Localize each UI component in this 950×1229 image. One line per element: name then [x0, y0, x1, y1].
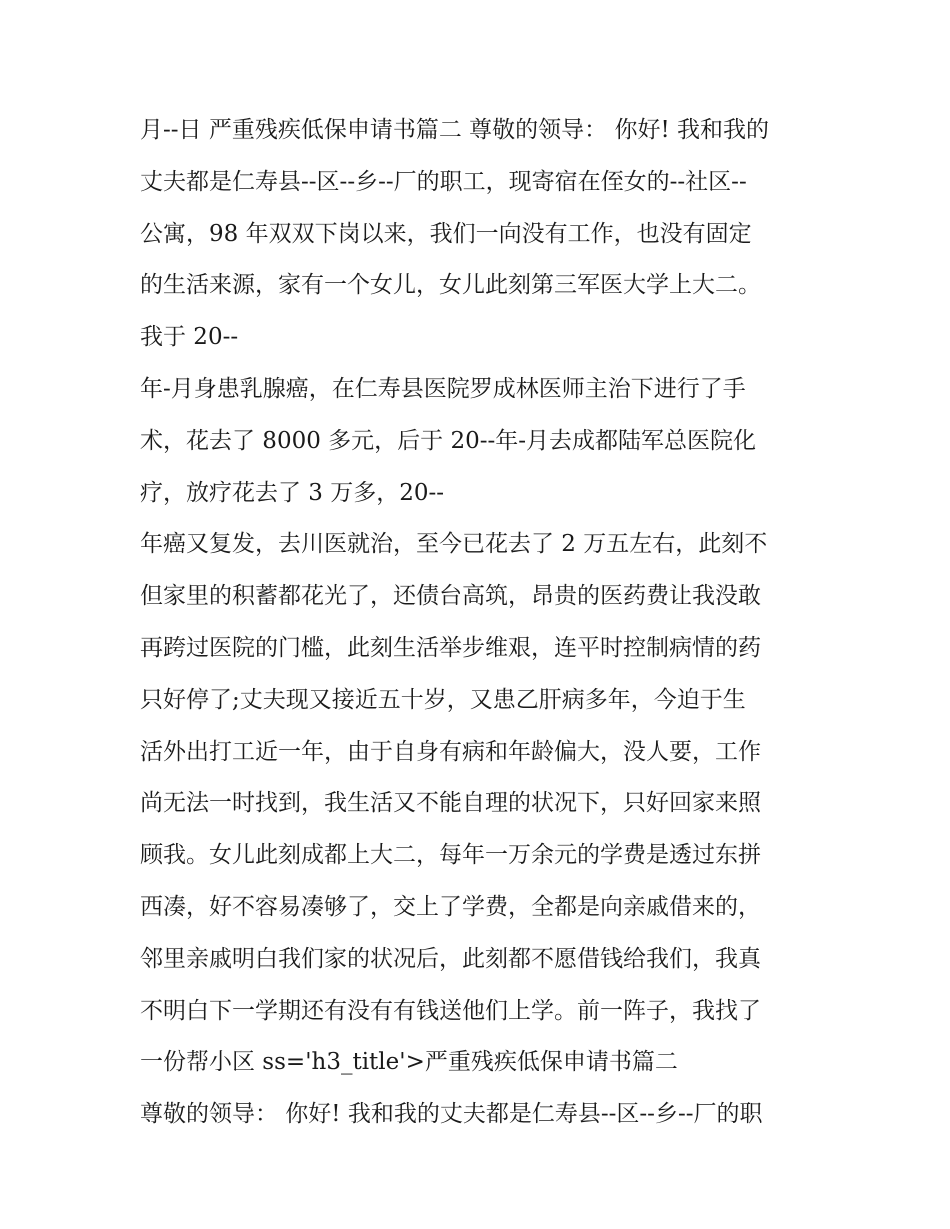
- text-line: 疗，放疗花去了 3 万多，20--: [140, 479, 445, 506]
- text-line: 年癌又复发，去川医就治，至今已花去了 2 万五左右，此刻不: [140, 531, 768, 558]
- text-line: 西凑，好不容易凑够了，交上了学费，全都是向亲戚借来的，: [140, 893, 761, 920]
- text-line: 的生活来源，家有一个女儿，女儿此刻第三军医大学上大二。: [140, 272, 761, 299]
- text-line: 尚无法一时找到，我生活又不能自理的状况下，只好回家来照: [140, 790, 761, 817]
- text-line: 一份帮小区 ss='h3_title'>严重残疾低保申请书篇二: [140, 1049, 678, 1076]
- text-line: 丈夫都是仁寿县--区--乡--厂的职工，现寄宿在侄女的--社区--: [140, 168, 747, 195]
- text-line: 顾我。女儿此刻成都上大二，每年一万余元的学费是透过东拼: [140, 842, 761, 869]
- text-line: 术，花去了 8000 多元，后于 20--年-月去成都陆军总医院化: [140, 427, 757, 454]
- text-line: 再跨过医院的门槛，此刻生活举步维艰，连平时控制病情的药: [140, 634, 761, 661]
- text-line: 活外出打工近一年，由于自身有病和年龄偏大，没人要，工作: [140, 738, 761, 765]
- text-line: 尊敬的领导： 你好! 我和我的丈夫都是仁寿县--区--乡--厂的职: [140, 1101, 763, 1128]
- text-line: 月--日 严重残疾低保申请书篇二 尊敬的领导： 你好! 我和我的: [140, 117, 770, 143]
- text-line: 只好停了;丈夫现又接近五十岁，又患乙肝病多年，今迫于生: [140, 686, 746, 713]
- text-line: 我于 20--: [140, 324, 239, 351]
- text-line: 但家里的积蓄都花光了，还债台高筑，昂贵的医药费让我没敢: [140, 583, 761, 610]
- text-line: 不明白下一学期还有没有有钱送他们上学。前一阵子，我找了: [140, 997, 761, 1024]
- document-body: [140, 108, 820, 1144]
- text-line: 年-月身患乳腺癌，在仁寿县医院罗成林医师主治下进行了手: [140, 375, 746, 402]
- text-line: 公寓，98 年双双下岗以来，我们一向没有工作，也没有固定: [140, 220, 752, 247]
- text-line: 邻里亲戚明白我们家的状况后，此刻都不愿借钱给我们，我真: [140, 945, 761, 972]
